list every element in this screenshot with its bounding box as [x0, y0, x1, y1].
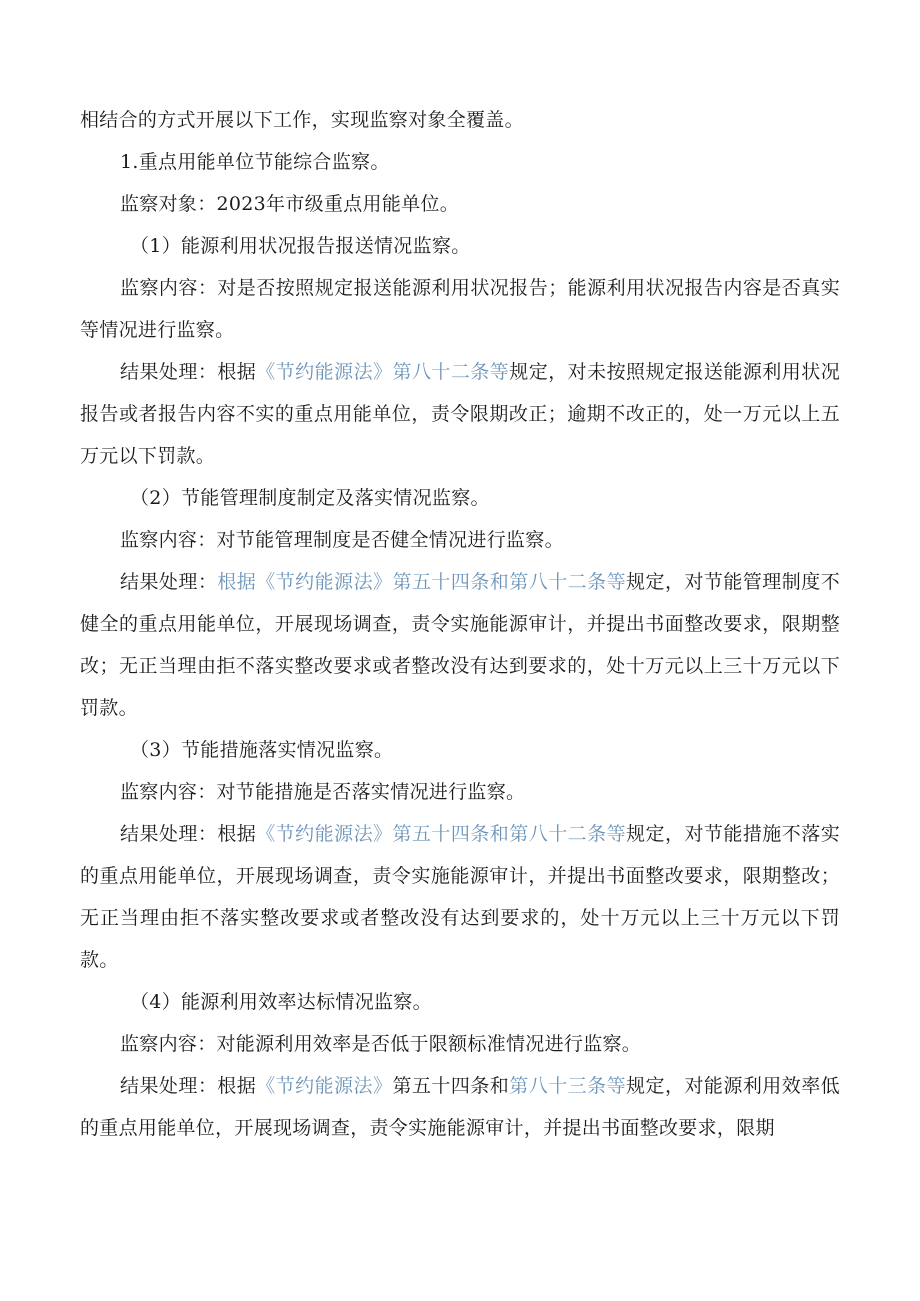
paragraph-content-3	[80, 771, 840, 813]
text-run: 规定，对未按照规定报送能源利用状况报告或者报告内容不实的重点用能单位，责令限期改正；逾期不改正的，处一万元以上五万元以下罚款。	[80, 361, 840, 467]
document-page	[80, 99, 840, 1149]
text-run: 监察内容：对节能管理制度是否健全情况进行监察。	[120, 529, 564, 551]
text-run: 结果处理：根据	[120, 361, 257, 383]
text-run: 结果处理：根据	[120, 823, 257, 845]
subheading-3	[80, 729, 840, 771]
paragraph-content-2	[80, 519, 840, 561]
text-run: 规定，对节能措施不落实的重点用能单位，开展现场调查，责令实施能源审计，并提出书面整改要求，限期整改；无正当理由拒不落实整改要求或者整改没有达到要求的，处十万元以上三十万元以下罚款。	[80, 823, 840, 971]
subheading-2	[80, 477, 840, 519]
law-reference-link[interactable]: 根据《节约能源法》第五十四条和第八十二条等	[217, 571, 627, 593]
subheading-4	[80, 981, 840, 1023]
paragraph-content-4	[80, 1023, 840, 1065]
text-run: 相结合的方式开展以下工作，实现监察对象全覆盖。	[80, 109, 524, 131]
text-run: （1）能源利用状况报告报送情况监察。	[130, 235, 471, 257]
text-run: 监察内容：对是否按照规定报送能源利用状况报告；能源利用状况报告内容是否真实等情况进行监察。	[80, 277, 840, 341]
text-run: 1.重点用能单位节能综合监察。	[120, 151, 390, 173]
text-run: 监察内容：对能源利用效率是否低于限额标准情况进行监察。	[120, 1033, 642, 1055]
law-reference-link[interactable]: 《节约能源法》	[256, 1075, 393, 1097]
paragraph-result-3	[80, 813, 840, 981]
paragraph-intro-continuation	[80, 99, 840, 141]
text-run: 结果处理：	[120, 571, 218, 593]
text-run: （2）节能管理制度制定及落实情况监察。	[130, 487, 490, 509]
text-run: （4）能源利用效率达标情况监察。	[130, 991, 432, 1013]
law-reference-link[interactable]: 《节约能源法》第五十四条和第八十二条等	[256, 823, 627, 845]
paragraph-supervision-target	[80, 183, 840, 225]
text-run: （3）节能措施落实情况监察。	[130, 739, 394, 761]
paragraph-result-4	[80, 1065, 840, 1149]
subheading-1	[80, 225, 840, 267]
text-run: 第五十四条和	[392, 1075, 510, 1097]
text-run: 结果处理：根据	[120, 1075, 257, 1097]
law-reference-link[interactable]: 第八十三条等	[509, 1075, 627, 1097]
text-run: 监察内容：对节能措施是否落实情况进行监察。	[120, 781, 526, 803]
paragraph-result-2	[80, 561, 840, 729]
law-reference-link[interactable]: 《节约能源法》第八十二条等	[256, 361, 510, 383]
text-run: 监察对象：2023年市级重点用能单位。	[120, 193, 460, 215]
text-run: 规定，对能源利用效率低的重点用能单位，开展现场调查，责令实施能源审计，并提出书面整改要求，限期	[80, 1075, 840, 1139]
paragraph-content-1	[80, 267, 840, 351]
text-run: 规定，对节能管理制度不健全的重点用能单位，开展现场调查，责令实施能源审计，并提出书面整改要求，限期整改；无正当理由拒不落实整改要求或者整改没有达到要求的，处十万元以上三十万元以下罚款。	[80, 571, 840, 719]
paragraph-result-1	[80, 351, 840, 477]
section-heading-1	[80, 141, 840, 183]
